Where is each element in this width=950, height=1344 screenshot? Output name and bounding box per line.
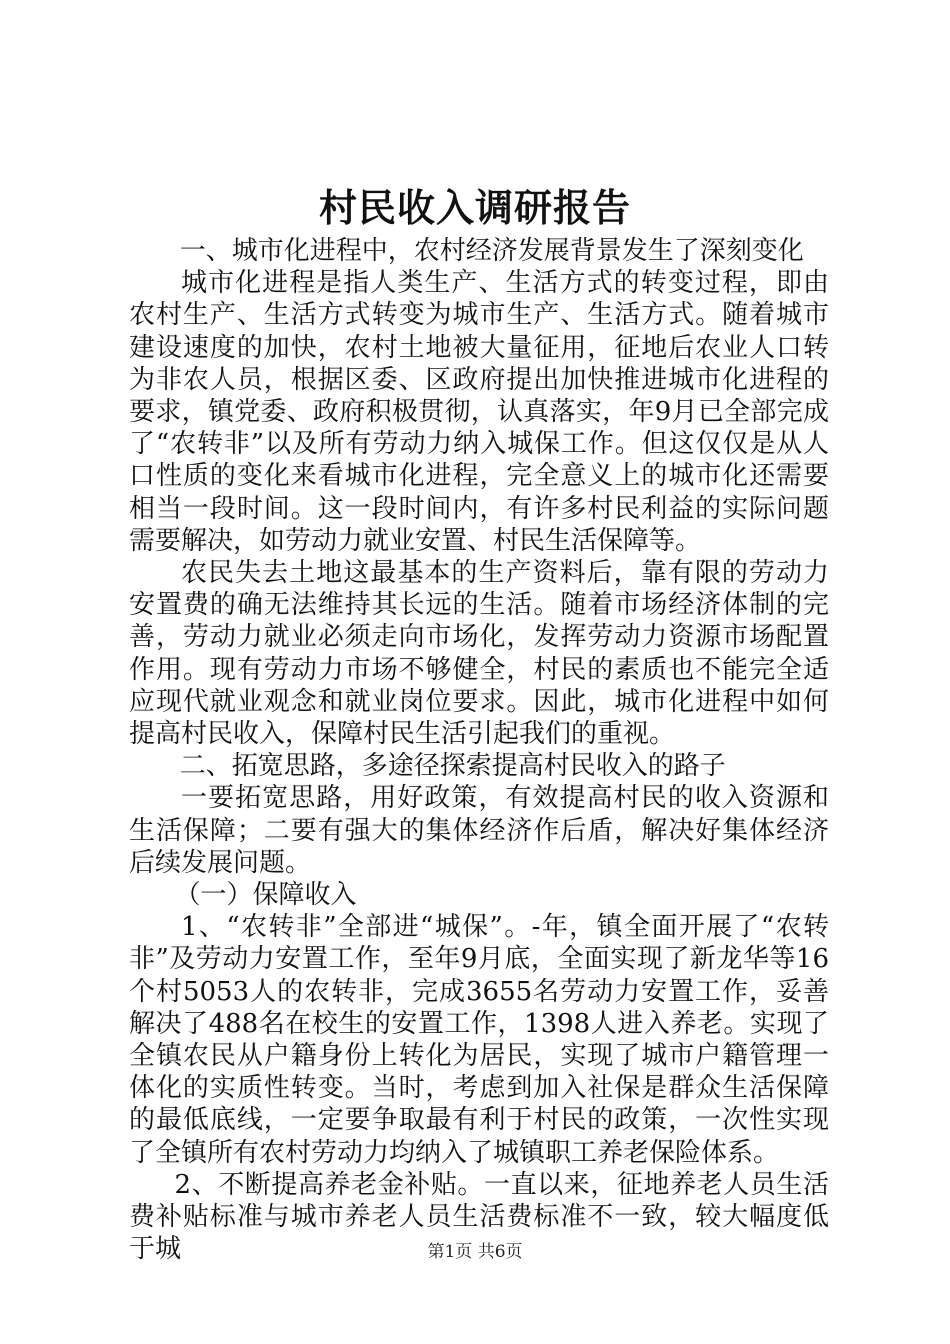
section-heading-1: 一、城市化进程中，农村经济发展背景发生了深刻变化 bbox=[179, 236, 804, 266]
body-paragraph: 2、不断提高养老金补贴。一直以来，征地养老人员生活费补贴标准与城市养老人员生活费标准不一致，较大幅度低于城 bbox=[129, 1169, 829, 1265]
body-paragraph: 农民失去土地这最基本的生产资料后，靠有限的劳动力安置费的确无法维持其长远的生活。随着市场经济体制的完善，劳动力就业必须走向市场化，发挥劳动力资源市场配置作用。现有劳动力市场不够健全，村民的素质也不能完全适应现代就业观念和就业岗位要求。因此，城市化进程中如何提高村民收入，保障村民生活引起我们的重视。 bbox=[129, 558, 829, 750]
subsection-heading: （一）保障收入 bbox=[174, 880, 357, 911]
page-footer: 第1页 共6页 bbox=[427, 1242, 523, 1262]
section-heading-2: 二、拓宽思路，多途径探索提高村民收入的路子 bbox=[179, 751, 726, 782]
body-paragraph: 1、“农转非”全部进“城保”。-年，镇全面开展了“农转非”及劳动力安置工作，至年9月底，全面实现了新龙华等16个村5053人的农转非，完成3655名劳动力安置工作，妥善解决了488名在校生的安置工作，1398人进入养老。实现了全镇农民从户籍身份上转化为居民，实现了城市户籍管理一体化的实质性转变。当时，考虑到加入社保是群众生活保障的最低底线，一定要争取最有利于村民的政策，一次性实现了全镇所有农村劳动力均纳入了城镇职工养老保险体系。 bbox=[129, 912, 829, 1168]
document-title: 村民收入调研报告 bbox=[318, 185, 631, 230]
body-paragraph: 城市化进程是指人类生产、生活方式的转变过程，即由农村生产、生活方式转变为城市生产、生活方式。随着城市建设速度的加快，农村土地被大量征用，征地后农业人口转为非农人员，根据区委、区政府提出加快推进城市化进程的要求，镇党委、政府积极贯彻，认真落实，年9月已全部完成了“农转非”以及所有劳动力纳入城保工作。但这仅仅是从人口性质的变化来看城市化进程，完全意义上的城市化还需要相当一段时间。这一段时间内，有许多村民利益的实际问题需要解决，如劳动力就业安置、村民生活保障等。 bbox=[129, 268, 829, 556]
document-body bbox=[129, 235, 829, 1266]
body-paragraph: 一要拓宽思路，用好政策，有效提高村民的收入资源和生活保障；二要有强大的集体经济作后盾，解决好集体经济后续发展问题。 bbox=[129, 783, 829, 878]
